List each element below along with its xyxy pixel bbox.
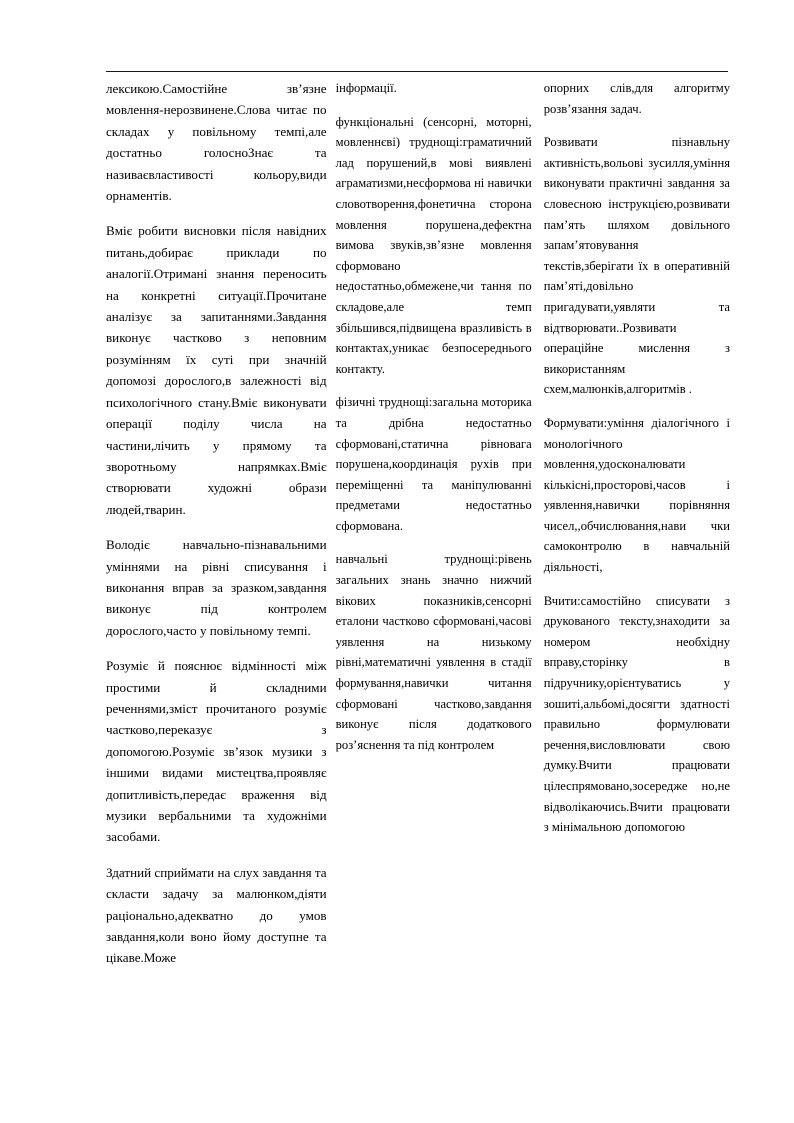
paragraph: Розуміє й пояснює відмінності між простими й складними реченнями,зміст прочитаного розуміє частково,переказує з допомогою.Розуміє зв’язок музики з іншими видами мистецтва,проявляє допитливість,передає враження від музики вербальними та художніми засобами.: [106, 658, 327, 845]
paragraph: Розвивати пізнавльну активність,вольові зусилля,уміння виконувати практичні завдання за словесною інструкцією,розвивати пам’ять шляхом довільного запам’ятовування текстів,зберігати їх в оперативній пам’яті,довільно пригадувати,уявляти та відтворювати..Розвивати операційне мислення з використанням схем,малюнків,алгоритмів .: [543, 135, 730, 397]
paragraph: фізичні труднощі:загальна моторика та дрібна недостатньо сформовані,статична рівновага порушена,координація рухів при переміщенні та манiпулюванні предметами недостатньо сформована.: [335, 395, 532, 533]
paragraph: опорних слів,для алгоритму розв’язання задач.: [543, 81, 730, 116]
three-column-layout: [106, 78, 730, 969]
paragraph: Вміє робити висновки після навідних питань,добирає приклади по аналогії.Отримані знання переносить на конкретні ситуації.Прочитане аналізує за запитаннями.Завдання виконує частково з неповним розумінням їх суті при значній допомозі дорослого,в залежності від психологічного стану.Вміє виконувати операції поділу числа на частини,лічить у прямому та зворотньому напрямках.Вміє створювати художні образи людей,тварин.: [106, 223, 327, 517]
paragraph: інформації.: [335, 81, 397, 95]
paragraph: функціональні (сенсорні, моторні, мовленнєві) труднощі:граматичний лад порушений,в мові виявлені аграматизми,несформова ні навички словотворення,фонетична сторона мовлення порушена,дефектна вимова звуків,зв’язне мовлення сформовано недостатньо,обмежене,чи тання по складове,але темп збільшився,підвищена вразливість в контактах,уникає безпосереднього контакту.: [335, 114, 532, 376]
table-top-border: [106, 71, 728, 72]
text-column-2: [336, 78, 532, 755]
paragraph: Формувати:уміння діалогічного і монологічного мовлення,удосконалювати кількісні,просторові,часов і уявлення,навички порівняння чисел,,обчислювання,нави чки самоконтролю в навчальній діяльності,: [543, 415, 730, 575]
paragraph: Здатний сприймати на слух завдання та скласти задачу за малюнком,діяти раціонально,адекватно до умов завдання,коли воно йому доступне та цікаве.Може: [106, 864, 327, 966]
paragraph: Володіє навчально-пізнавальними уміннями на рівні списування і виконання вправ за зразком,завдання виконує під контролем дорослого,часто у повільному темпі.: [106, 537, 327, 638]
paragraph: лексикою.Самостійне зв’язне мовлення-нерозвинене.Слова читає по складах у повільному темпі,але достатньо голосноЗнає та називаєвластивості кольору,види орнаментів.: [106, 81, 327, 204]
paragraph: навчальні труднощі:рівень загальних знань значно нижчий вікових показників,сенсорні еталони частково сформовані,часові уявлення на низькому рівні,математичні уявлення в стадії формування,навички читання сформовані частково,завдання виконує після додаткового роз’яснення та під контролем: [335, 552, 532, 752]
paragraph: Вчити:самостійно списувати з друкованого тексту,знаходити за номером необхідну вправу,сторінку в підручнику,орієнтуватись у зошиті,альбомі,досягти здатності правильно формулювати речення,висловлювати свою думку.Вчити працювати цілеспрямовано,зосередже но,не відволікаючись.Вчити працювати з мінімальною допомогою: [543, 593, 730, 835]
text-column-3: [544, 78, 730, 838]
text-column-1: [106, 78, 327, 969]
